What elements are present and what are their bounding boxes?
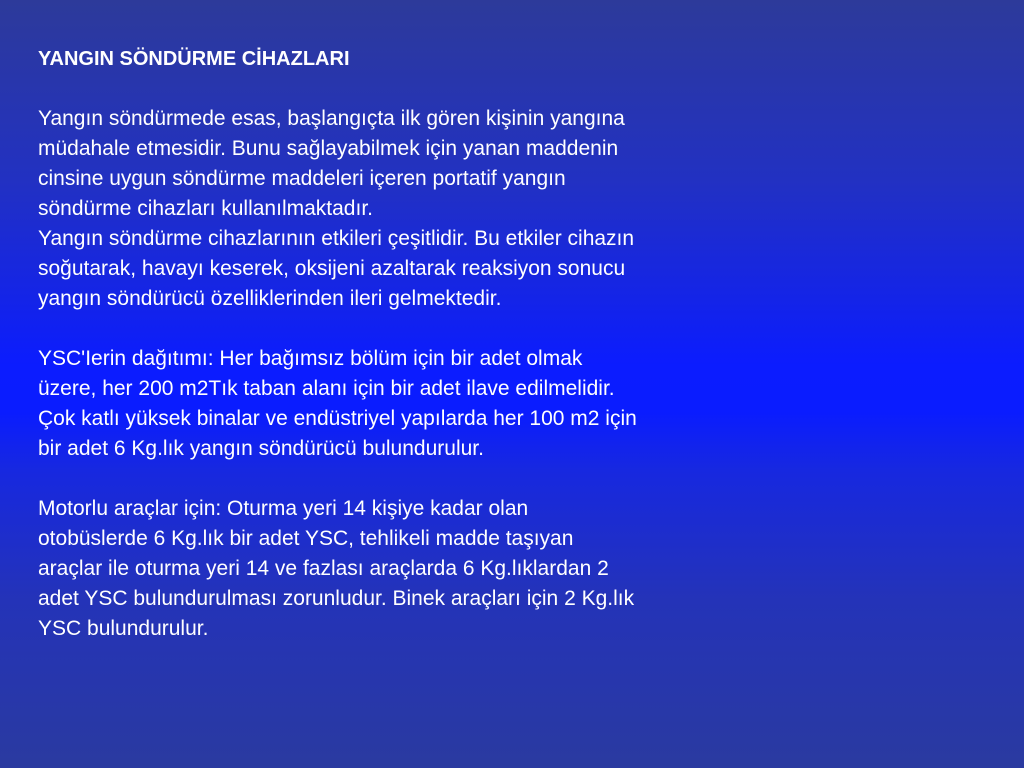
spacer [38,314,798,344]
paragraph-vehicles: Motorlu araçlar için: Oturma yeri 14 kişiye kadar olan otobüslerde 6 Kg.lık bir adet YSC, tehlikeli madde taşıyan araçlar ile oturma yeri 14 ve fazlası araçlarda 6 Kg.lıklardan 2 adet YSC bulundurulması zorunludur. Binek araçları için 2 Kg.lık YSC bulundurulur. [38,497,635,640]
slide-content [38,44,798,644]
slide-title: YANGIN SÖNDÜRME CİHAZLARI [38,48,350,70]
paragraph-distribution: YSC'Ierin dağıtımı: Her bağımsız bölüm için bir adet olmak üzere, her 200 m2Tık taban alanı için bir adet ilave edilmelidir. Çok katlı yüksek binalar ve endüstriyel yapılarda her 100 m2 için bir adet 6 Kg.lık yangın söndürücü bulundurulur. [38,347,637,460]
paragraph-effects: Yangın söndürme cihazlarının etkileri çeşitlidir. Bu etkiler cihazın soğutarak, havayı keserek, oksijeni azaltarak reaksiyon sonucu yangın söndürücü özelliklerinden ileri gelmektedir. [38,227,635,310]
paragraph-intro: Yangın söndürmede esas, başlangıçta ilk gören kişinin yangına müdahale etmesidir. Bunu sağlayabilmek için yanan maddenin cinsine uygun söndürme maddeleri içeren portatif yangın söndürme cihazları kullanılmaktadır. [38,107,625,220]
spacer [38,74,798,104]
spacer [38,464,798,494]
